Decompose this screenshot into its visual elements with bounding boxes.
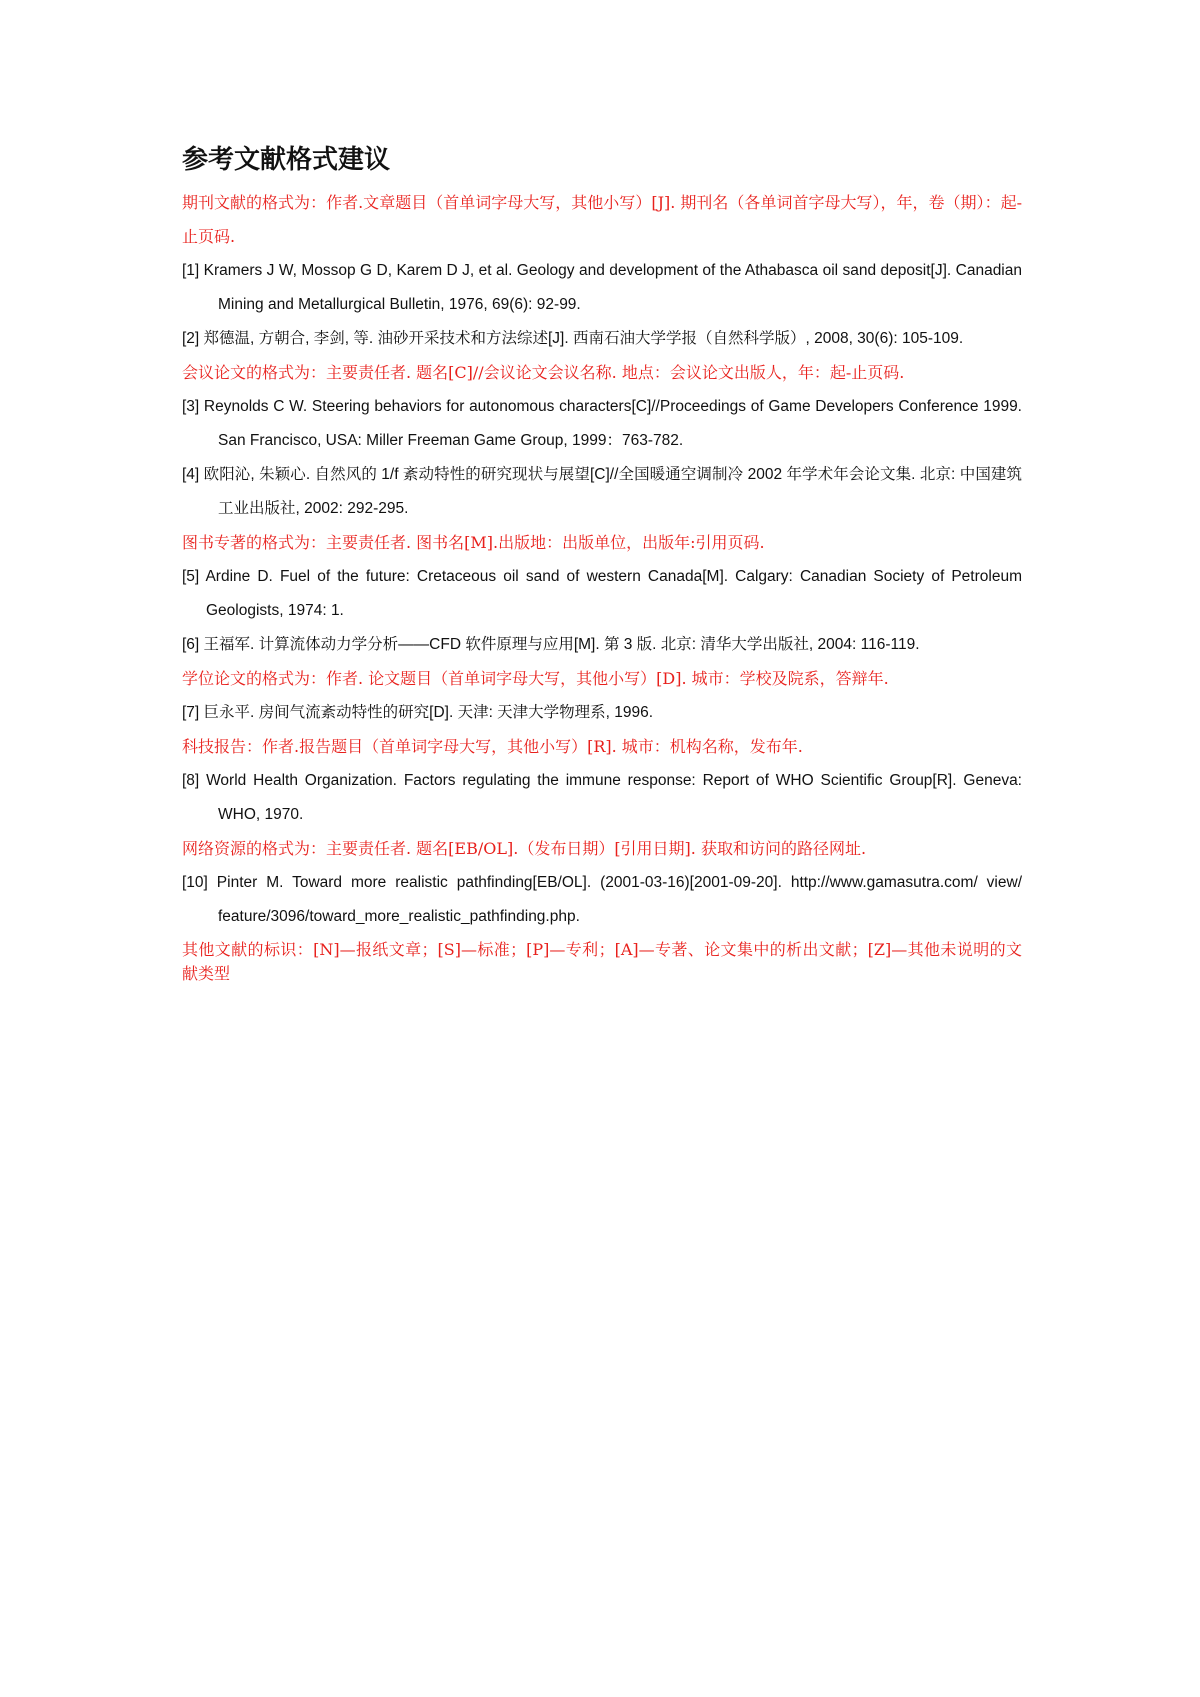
reference-3: [3] Reynolds C W. Steering behaviors for autonomous characters[C]//Proceedings of Game Developers Conference 1999. San Francisco, USA: Miller Freeman Game Group, 1999：763-782. xyxy=(182,398,1022,449)
reference-4: [4] 欧阳沁, 朱颖心. 自然风的 1/f 紊动特性的研究现状与展望[C]//全国暖通空调制冷 2002 年学术年会论文集. 北京: 中国建筑工业出版社, 2002: 292-295. xyxy=(182,466,1022,517)
web-resource-format-rule: 网络资源的格式为：主要责任者. 题名[EB/OL].（发布日期）[引用日期]. 获取和访问的路径网址. xyxy=(182,839,867,858)
reference-10: [10] Pinter M. Toward more realistic pathfinding[EB/OL]. (2001-03-16)[2001-09-20]. http://www.gamasutra.com/ view/ feature/3096/toward_more_realistic_pathfinding.php. xyxy=(182,874,1022,925)
document-page xyxy=(182,140,1022,986)
report-format-rule: 科技报告：作者.报告题目（首单词字母大写，其他小写）[R]. 城市：机构名称，发布年. xyxy=(182,737,803,756)
thesis-format-rule: 学位论文的格式为：作者. 论文题目（首单词字母大写，其他小写）[D]. 城市：学校及院系，答辩年. xyxy=(182,669,889,688)
reference-1: [1] Kramers J W, Mossop G D, Karem D J, et al. Geology and development of the Athabasca oil sand deposit[J]. Canadian Mining and Metallurgical Bulletin, 1976, 69(6): 92-99. xyxy=(182,262,1022,313)
reference-6: [6] 王福军. 计算流体动力学分析——CFD 软件原理与应用[M]. 第 3 版. 北京: 清华大学出版社, 2004: 116-119. xyxy=(182,636,920,653)
conference-format-rule: 会议论文的格式为：主要责任者. 题名[C]//会议论文会议名称. 地点：会议论文出版人，年：起-止页码. xyxy=(182,363,905,382)
reference-5: [5] Ardine D. Fuel of the future: Cretaceous oil sand of western Canada[M]. Calgary: Canadian Society of Petroleum Geologists, 1974: 1. xyxy=(182,568,1022,619)
reference-7: [7] 巨永平. 房间气流紊动特性的研究[D]. 天津: 天津大学物理系, 1996. xyxy=(182,704,654,721)
journal-format-rule: 期刊文献的格式为：作者.文章题目（首单词字母大写，其他小写）[J]. 期刊名（各单词首字母大写），年，卷（期）：起-止页码. xyxy=(182,193,1022,246)
reference-8: [8] World Health Organization. Factors regulating the immune response: Report of WHO Scientific Group[R]. Geneva: WHO, 1970. xyxy=(182,772,1022,823)
book-format-rule: 图书专著的格式为：主要责任者. 图书名[M].出版地：出版单位，出版年:引用页码. xyxy=(182,533,765,552)
reference-2: [2] 郑德温, 方朝合, 李剑, 等. 油砂开采技术和方法综述[J]. 西南石油大学学报（自然科学版）, 2008, 30(6): 105-109. xyxy=(182,330,964,347)
page-title: 参考文献格式建议 xyxy=(182,145,391,175)
other-document-types-rule: 其他文献的标识：[N]—报纸文章；[S]—标准；[P]—专利；[A]—专著、论文集中的析出文献；[Z]—其他未说明的文献类型 xyxy=(182,940,1022,983)
